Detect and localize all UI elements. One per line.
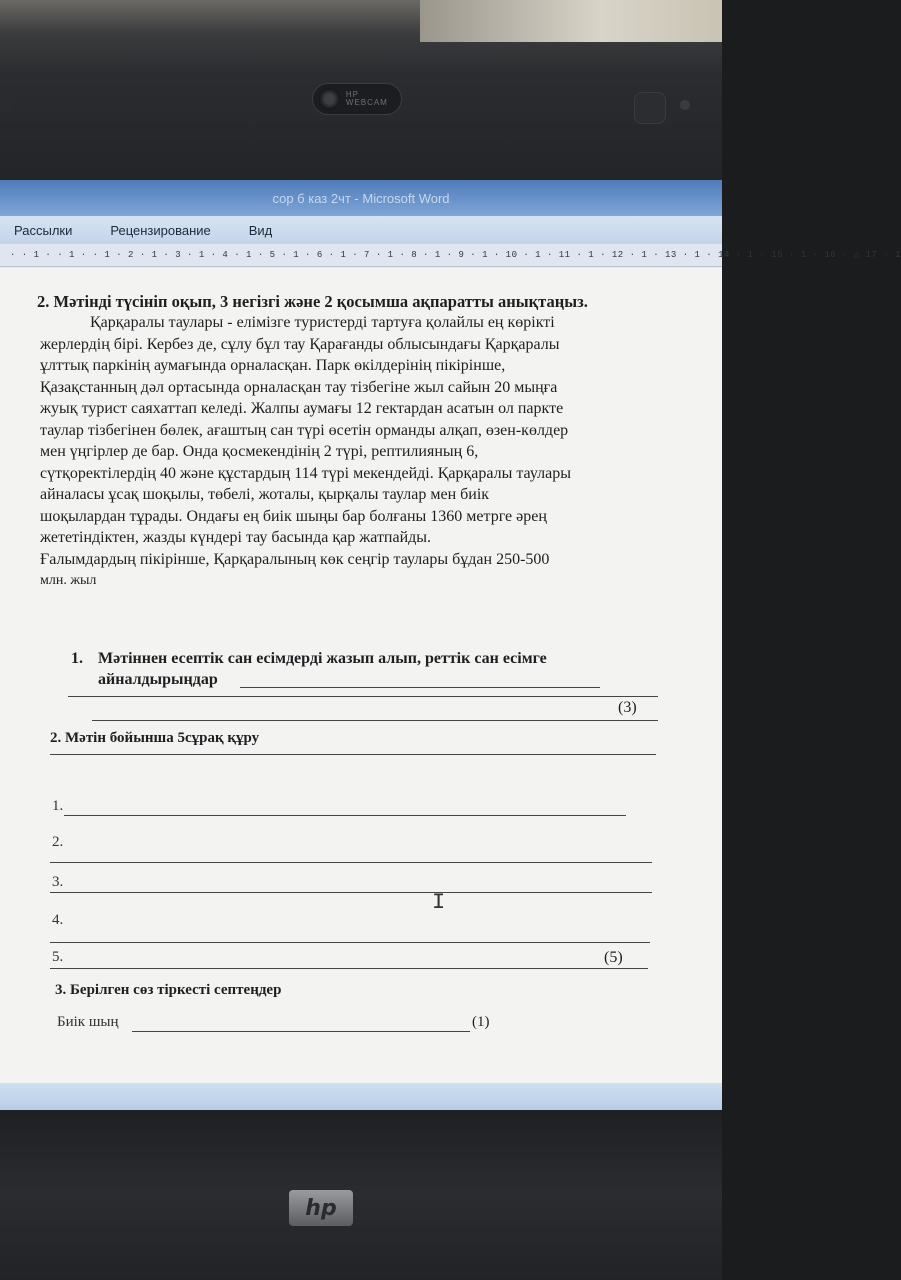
task1-line2: айналдырыңдар [98, 671, 218, 688]
task1-prompt [71, 648, 547, 690]
webcam-lens-icon [319, 88, 340, 110]
passage-line: шоқылардан тұрады. Ондағы ең биік шыңы бар болғаны 1360 метрге әрең [40, 507, 547, 525]
webcam-label: HP WEBCAM [345, 90, 388, 107]
passage-line: таулар тізбегінен бөлек, ағаштың сан түрі өсетін орманды алқап, өзен-көлдер [40, 421, 569, 439]
task2-score: (5) [604, 949, 623, 966]
answer-line[interactable] [64, 815, 626, 816]
passage-line: мен үңгірлер де бар. Онда қосмекендінің 2 түрі, рептилияның 6, [40, 443, 479, 460]
passage-line: айналасы ұсақ шоқылы, төбелі, жоталы, қырқалы таулар мен биік [40, 486, 490, 503]
ribbon-tabs [0, 216, 722, 244]
answer-line[interactable] [240, 687, 600, 688]
bezel-sensor-right [634, 92, 666, 124]
question-number: 2. [52, 834, 64, 850]
background-room [420, 0, 722, 42]
reading-passage [40, 312, 680, 592]
passage-line: Ғалымдардың пікірінше, Қарқаралының көк сеңгір таулары бұдан 250-500 [40, 550, 550, 568]
window-title: сор б каз 2чт - Microsoft Word [272, 190, 450, 206]
task3-score: (1) [472, 1014, 490, 1030]
horizontal-ruler[interactable] [0, 244, 901, 267]
task1-score: (3) [618, 699, 637, 716]
question-number: 4. [52, 912, 64, 928]
task3-title: 3. Берілген сөз тіркесті септеңдер [55, 982, 282, 998]
hp-logo: hp [289, 1190, 353, 1226]
ruler-marks: · · 1 · · 1 · · 1 · 2 · 1 · 3 · 1 · 4 · 1 · 5 · 1 · 6 · 1 · 7 · 1 · 8 · 1 · 9 · 1 · 10 · 1 · 11 · 1 · 12 · 1 · 13 · 1 · 14 · 1 · 15 · 1 · 16 · △ 17 · 1 [10, 250, 901, 260]
taskbar [0, 1083, 722, 1110]
question-number: 5. [52, 949, 64, 965]
tab-review[interactable]: Рецензирование [110, 222, 211, 238]
answer-line[interactable] [50, 942, 650, 943]
answer-line[interactable] [68, 696, 658, 697]
passage-line: Қарқаралы таулары - елімізге туристерді тартуға қолайлы ең көрікті [90, 314, 555, 331]
task3-phrase: Биік шың [57, 1014, 119, 1030]
window-titlebar[interactable] [0, 180, 722, 216]
answer-line[interactable] [50, 968, 648, 969]
passage-line: жуық турист саяхаттап келеді. Жалпы аумағы 12 гектардан асатын ол паркте [40, 400, 564, 417]
bezel-sensor-left [0, 88, 14, 112]
webcam [312, 83, 402, 115]
question-number: 3. [52, 874, 64, 890]
passage-line: Қазақстанның дәл ортасында орналасқан тау тізбегіне жыл сайын 20 мыңға [40, 378, 558, 396]
answer-line[interactable] [50, 892, 652, 893]
question-number: 1. [52, 798, 64, 814]
laptop-screen [0, 180, 901, 1110]
passage-line: жерлердің бірі. Кербез де, сұлу бұл тау Қарағанды облысындағы Қарқаралы [40, 335, 560, 353]
task1-number: 1. [71, 650, 83, 667]
passage-line: ұлттық паркінің аумағында орналасқан. Парк өкілдерінің пікірінше, [40, 357, 506, 374]
passage-line: жететіндіктен, жазды күндері тау басында қар жатпайды. [40, 529, 432, 546]
passage-line: млн. жыл [40, 573, 97, 588]
tab-mailings[interactable]: Рассылки [14, 222, 73, 238]
answer-line[interactable] [50, 754, 656, 755]
answer-line[interactable] [92, 720, 658, 721]
task2-title: 2. Мәтін бойынша 5сұрақ құру [50, 730, 260, 746]
bezel-indicator-dot [680, 100, 690, 110]
tab-view[interactable]: Вид [248, 222, 273, 238]
passage-line: сүтқоректілердің 40 және құстардың 114 түрі мекендейді. Қарқаралы таулары [40, 464, 571, 482]
text-cursor-icon: I [432, 890, 446, 915]
answer-line[interactable] [132, 1031, 470, 1032]
document-page[interactable] [0, 268, 722, 1083]
answer-line[interactable] [50, 862, 652, 863]
laptop-bezel-bottom [0, 1110, 722, 1280]
task1-line1: Мәтіннен есептік сан есімдерді жазып алып, реттік сан есімге [98, 650, 547, 667]
exercise-heading: 2. Мәтінді түсініп оқып, 3 негізгі және 2 қосымша ақпаратты анықтаңыз. [37, 292, 588, 311]
